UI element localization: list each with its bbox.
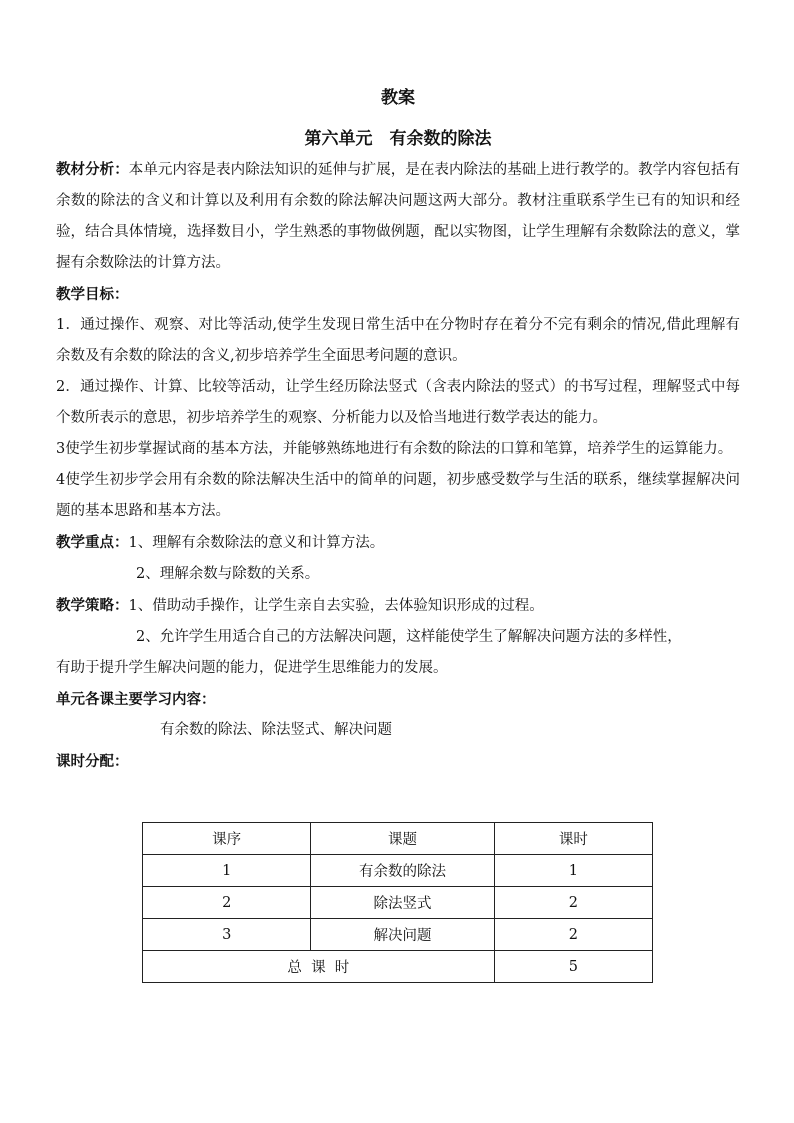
goals-label: 教学目标： — [56, 286, 129, 303]
table-cell: 2 — [143, 887, 311, 919]
analysis-label: 教材分析： — [56, 161, 129, 178]
strategy-paragraph — [56, 590, 740, 622]
key-points-label: 教学重点： — [56, 534, 129, 551]
table-row — [143, 919, 653, 951]
table-row — [143, 887, 653, 919]
strategy-item-2a: 2、允许学生用适合自己的方法解决问题，这样能使学生了解解决问题方法的多样性， — [136, 629, 682, 645]
strategy-label: 教学策略： — [56, 597, 129, 614]
allocation-label: 课时分配： — [56, 753, 129, 770]
table-cell: 1 — [494, 855, 652, 887]
unit-title: 第六单元 有余数的除法 — [304, 129, 492, 149]
strategy-item-1: 1、借助动手操作，让学生亲自去实验，去体验知识形成的过程。 — [128, 598, 544, 614]
content-text: 有余数的除法、除法竖式、解决问题 — [160, 722, 392, 738]
table-total-row — [143, 951, 653, 983]
content-label: 单元各课主要学习内容： — [56, 691, 216, 708]
key-points-paragraph — [56, 527, 740, 559]
strategy-item-2b: 有助于提升学生解决问题的能力，促进学生思维能力的发展。 — [56, 660, 448, 676]
goal-item-2: 2．通过操作、计算、比较等活动，让学生经历除法竖式（含表内除法的竖式）的书写过程，理解竖式中每个数所表示的意思，初步培养学生的观察、分析能力以及恰当地进行数学表达的能力。 — [56, 379, 740, 426]
table-cell: 1 — [143, 855, 311, 887]
analysis-paragraph — [56, 154, 740, 279]
header-cell-topic: 课题 — [311, 823, 494, 855]
table-cell: 3 — [143, 919, 311, 951]
table-header-row — [143, 823, 653, 855]
key-point-1: 1、理解有余数除法的意义和计算方法。 — [128, 535, 385, 551]
table-cell: 除法竖式 — [311, 887, 494, 919]
total-label-cell: 总 课 时 — [143, 951, 495, 983]
goal-item-3: 3使学生初步掌握试商的基本方法，并能够熟练地进行有余数的除法的口算和笔算，培养学生的运算能力。 — [56, 441, 733, 457]
allocation-table — [142, 822, 653, 983]
table-cell: 2 — [494, 887, 652, 919]
goal-item-1: 1．通过操作、观察、对比等活动,使学生发现日常生活中在分物时存在着分不完有剩余的情况,借此理解有余数及有余数的除法的含义,初步培养学生全面思考问题的意识。 — [56, 317, 740, 364]
analysis-text: 本单元内容是表内除法知识的延伸与扩展，是在表内除法的基础上进行教学的。教学内容包括有余数的除法的含义和计算以及利用有余数的除法解决问题这两大部分。教材注重联系学生已有的知识和经验，结合具体情境，选择数目小，学生熟悉的事物做例题，配以实物图，让学生理解有余数除法的意义，掌握有余数除法的计算方法。 — [56, 162, 741, 271]
header-cell-hours: 课时 — [494, 823, 652, 855]
document-title: 教案 — [381, 88, 415, 108]
table-cell: 2 — [494, 919, 652, 951]
table-cell: 有余数的除法 — [311, 855, 494, 887]
table-row — [143, 855, 653, 887]
header-cell-order: 课序 — [143, 823, 311, 855]
document-page — [56, 82, 740, 777]
table-cell: 解决问题 — [311, 919, 494, 951]
goal-item-4: 4使学生初步学会用有余数的除法解决生活中的简单的问题，初步感受数学与生活的联系，继续掌握解决问题的基本思路和基本方法。 — [56, 472, 740, 519]
key-point-2: 2、理解余数与除数的关系。 — [136, 566, 320, 582]
total-value-cell: 5 — [494, 951, 652, 983]
